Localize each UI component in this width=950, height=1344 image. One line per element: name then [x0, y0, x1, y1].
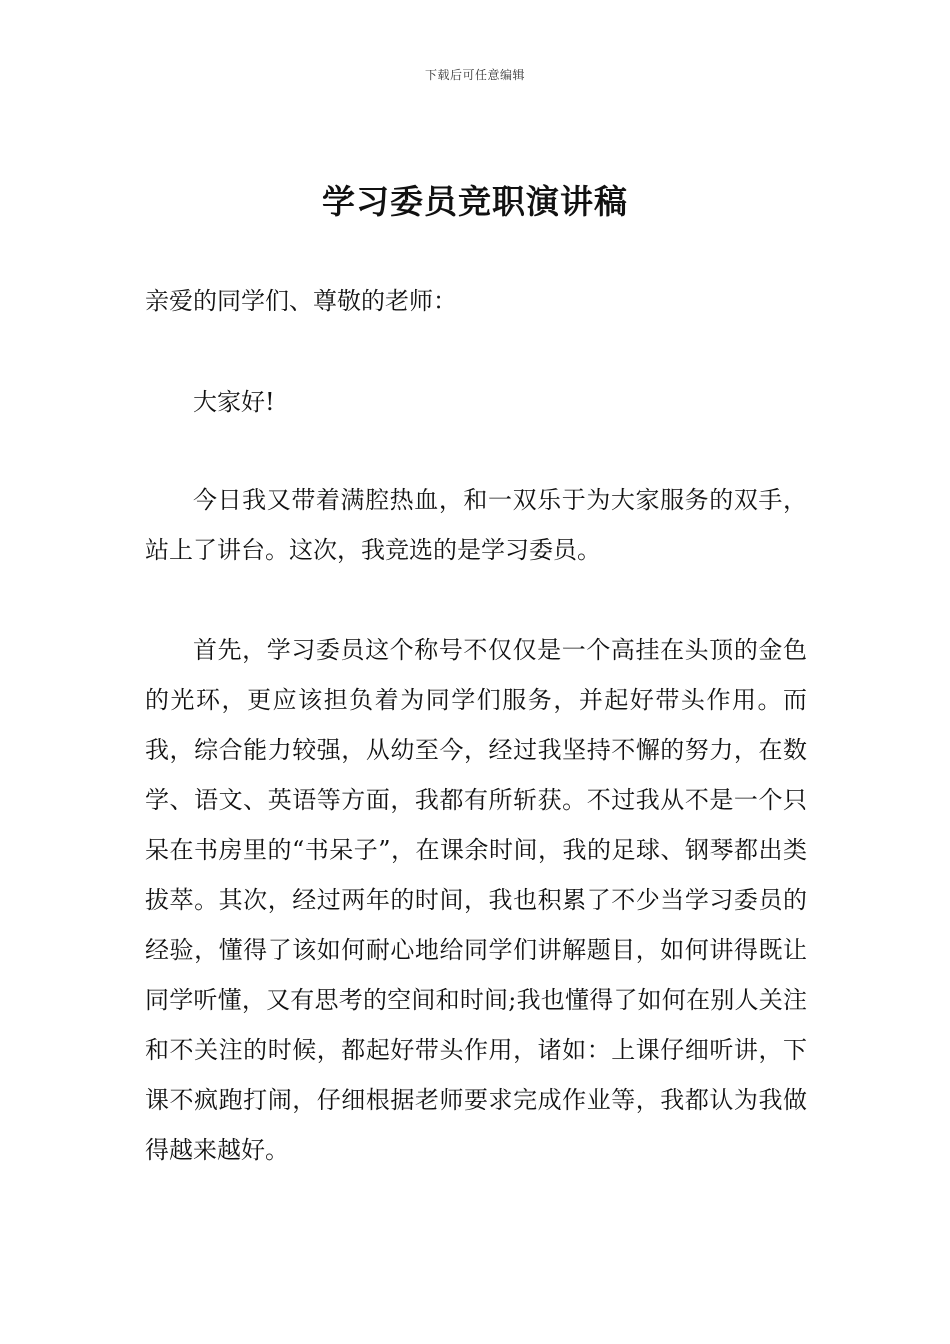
greeting: 大家好!	[193, 388, 275, 416]
paragraph-1: 今日我又带着满腔热血，和一双乐于为大家服务的双手，站上了讲台。这次，我竞选的是学习委员。	[145, 486, 807, 564]
paragraph-2: 首先，学习委员这个称号不仅仅是一个高挂在头顶的金色的光环，更应该担负着为同学们服务，并起好带头作用。而我，综合能力较强，从幼至今，经过我坚持不懈的努力，在数学、语文、英语等方面，我都有所斩获。不过我从不是一个只呆在书房里的“书呆子”，在课余时间，我的足球、钢琴都出类拔萃。其次，经过两年的时间，我也积累了不少当学习委员的经验，懂得了该如何耐心地给同学们讲解题目，如何讲得既让同学听懂，又有思考的空间和时间;我也懂得了如何在别人关注和不关注的时候，都起好带头作用，诸如：上课仔细听讲，下课不疯跑打闹，仔细根据老师要求完成作业等，我都认为我做得越来越好。	[145, 636, 807, 1164]
salutation: 亲爱的同学们、尊敬的老师：	[145, 287, 457, 315]
document-title: 学习委员竞职演讲稿	[322, 182, 628, 221]
header-note: 下载后可任意编辑	[424, 68, 525, 82]
